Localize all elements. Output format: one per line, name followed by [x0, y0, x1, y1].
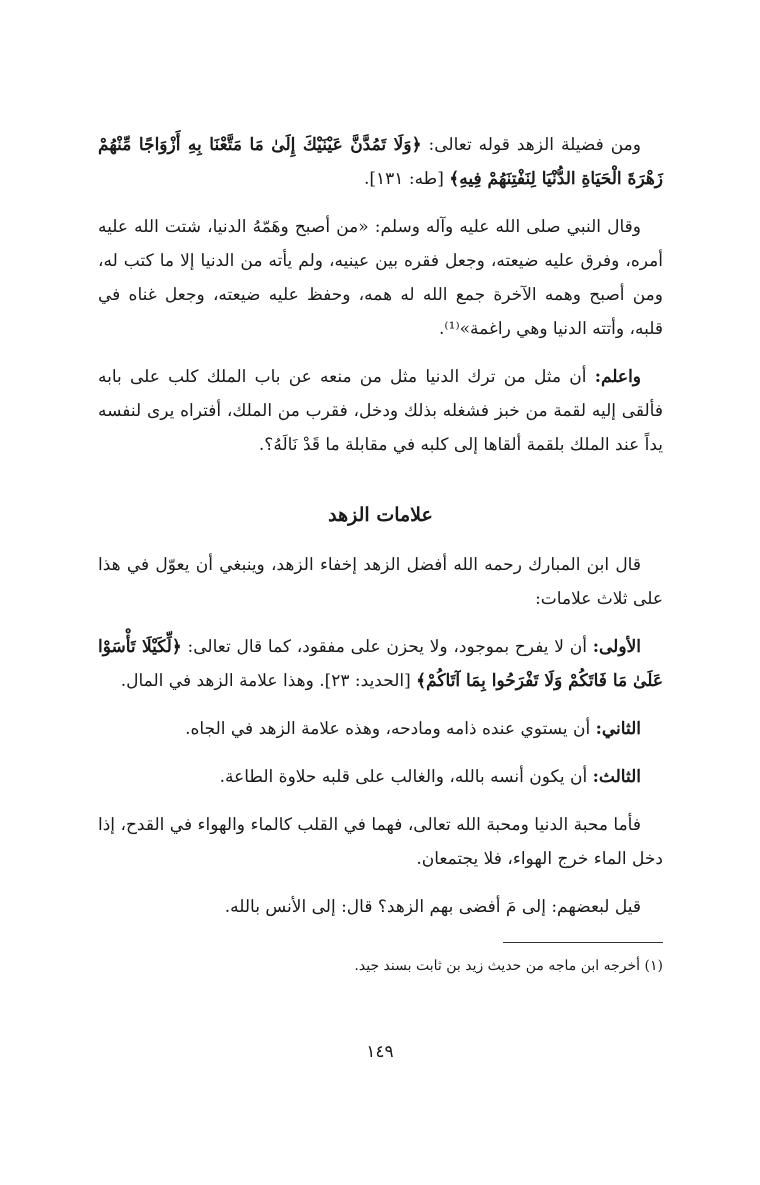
paragraph-parable	[98, 360, 663, 462]
paragraph-hadith: وقال النبي صلى الله عليه وآله وسلم: «من أصبح وهَمّهُ الدنيا، شتت الله عليه أمره، وفرق عليه ضيعته، وجعل فقره بين عينيه، ولم يأته من الدنيا إلا ما كتب له، ومن أصبح وهمه الآخرة جمع الله له همه، وحفظ عليه ضيعته، وجعل غناه في قلبه، وأتته الدنيا وهي راغمة»⁽¹⁾.	[98, 217, 663, 339]
page-body	[98, 128, 663, 979]
page-number: ١٤٩	[366, 1042, 394, 1062]
paragraph-asked: قيل لبعضهم: إلى مَ أفضى بهم الزهد؟ قال: إلى الأنس بالله.	[224, 897, 641, 917]
quran-verse: ﴿لِّكَيْلَا تَأْسَوْا عَلَىٰ مَا فَاتَكُمْ وَلَا تَفْرَحُوا بِمَا آتَاكُمْ﴾	[98, 637, 663, 691]
paragraph-first-sign	[98, 630, 663, 698]
paragraph-third-sign	[98, 760, 663, 794]
paragraph-text: أن لا يفرح بموجود، ولا يحزن على مفقود، كما قال تعالى:	[181, 637, 593, 657]
paragraph-second-sign	[98, 712, 663, 746]
section-heading: علامات الزهد	[328, 504, 433, 526]
quran-verse: ﴿وَلَا تَمُدَّنَّ عَيْنَيْكَ إِلَىٰ مَا مَتَّعْنَا بِهِ أَزْوَاجًا مِّنْهُمْ زَهْرَةَ الْحَيَاةِ الدُّنْيَا لِنَفْتِنَهُمْ فِيهِ﴾	[98, 135, 663, 189]
verse-reference: [الحديد: ٢٣]. وهذا علامة الزهد في المال.	[120, 671, 417, 691]
paragraph-text: ومن فضيلة الزهد قوله تعالى:	[421, 135, 641, 155]
lead-word: الثالث:	[592, 767, 641, 787]
verse-reference: [طه: ١٣١].	[363, 169, 450, 189]
paragraph-text: أن يكون أنسه بالله، والغالب على قلبه حلاوة الطاعة.	[219, 767, 593, 787]
paragraph-intro: قال ابن المبارك رحمه الله أفضل الزهد إخفاء الزهد، وينبغي أن يعوّل في هذا على ثلاث علامات:	[98, 555, 663, 609]
lead-word: الأولى:	[592, 637, 641, 657]
paragraph-love: فأما محبة الدنيا ومحبة الله تعالى، فهما في القلب كالماء والهواء في القدح، إذا دخل الماء خرج الهواء، فلا يجتمعان.	[98, 815, 663, 869]
lead-word: الثاني:	[595, 719, 641, 739]
paragraph-zuhd-virtue	[98, 128, 663, 196]
footnote-divider	[503, 942, 663, 943]
paragraph-text: أن يستوي عنده ذامه ومادحه، وهذه علامة الزهد في الجاه.	[185, 719, 596, 739]
paragraph-text: أن مثل من ترك الدنيا مثل من منعه عن باب الملك كلب على بابه فألقى إليه لقمة من خبز فشغله بذلك ودخل، فقرب من الملك، أفتراه يرى لنفسه يداً عند الملك بلقمة ألقاها إلى كلبه في مقابلة ما قَدْ نَالَهُ؟.	[98, 367, 663, 455]
lead-word: واعلم:	[594, 367, 641, 387]
footnote: (١) أخرجه ابن ماجه من حديث زيد بن ثابت بسند جيد.	[354, 958, 663, 974]
